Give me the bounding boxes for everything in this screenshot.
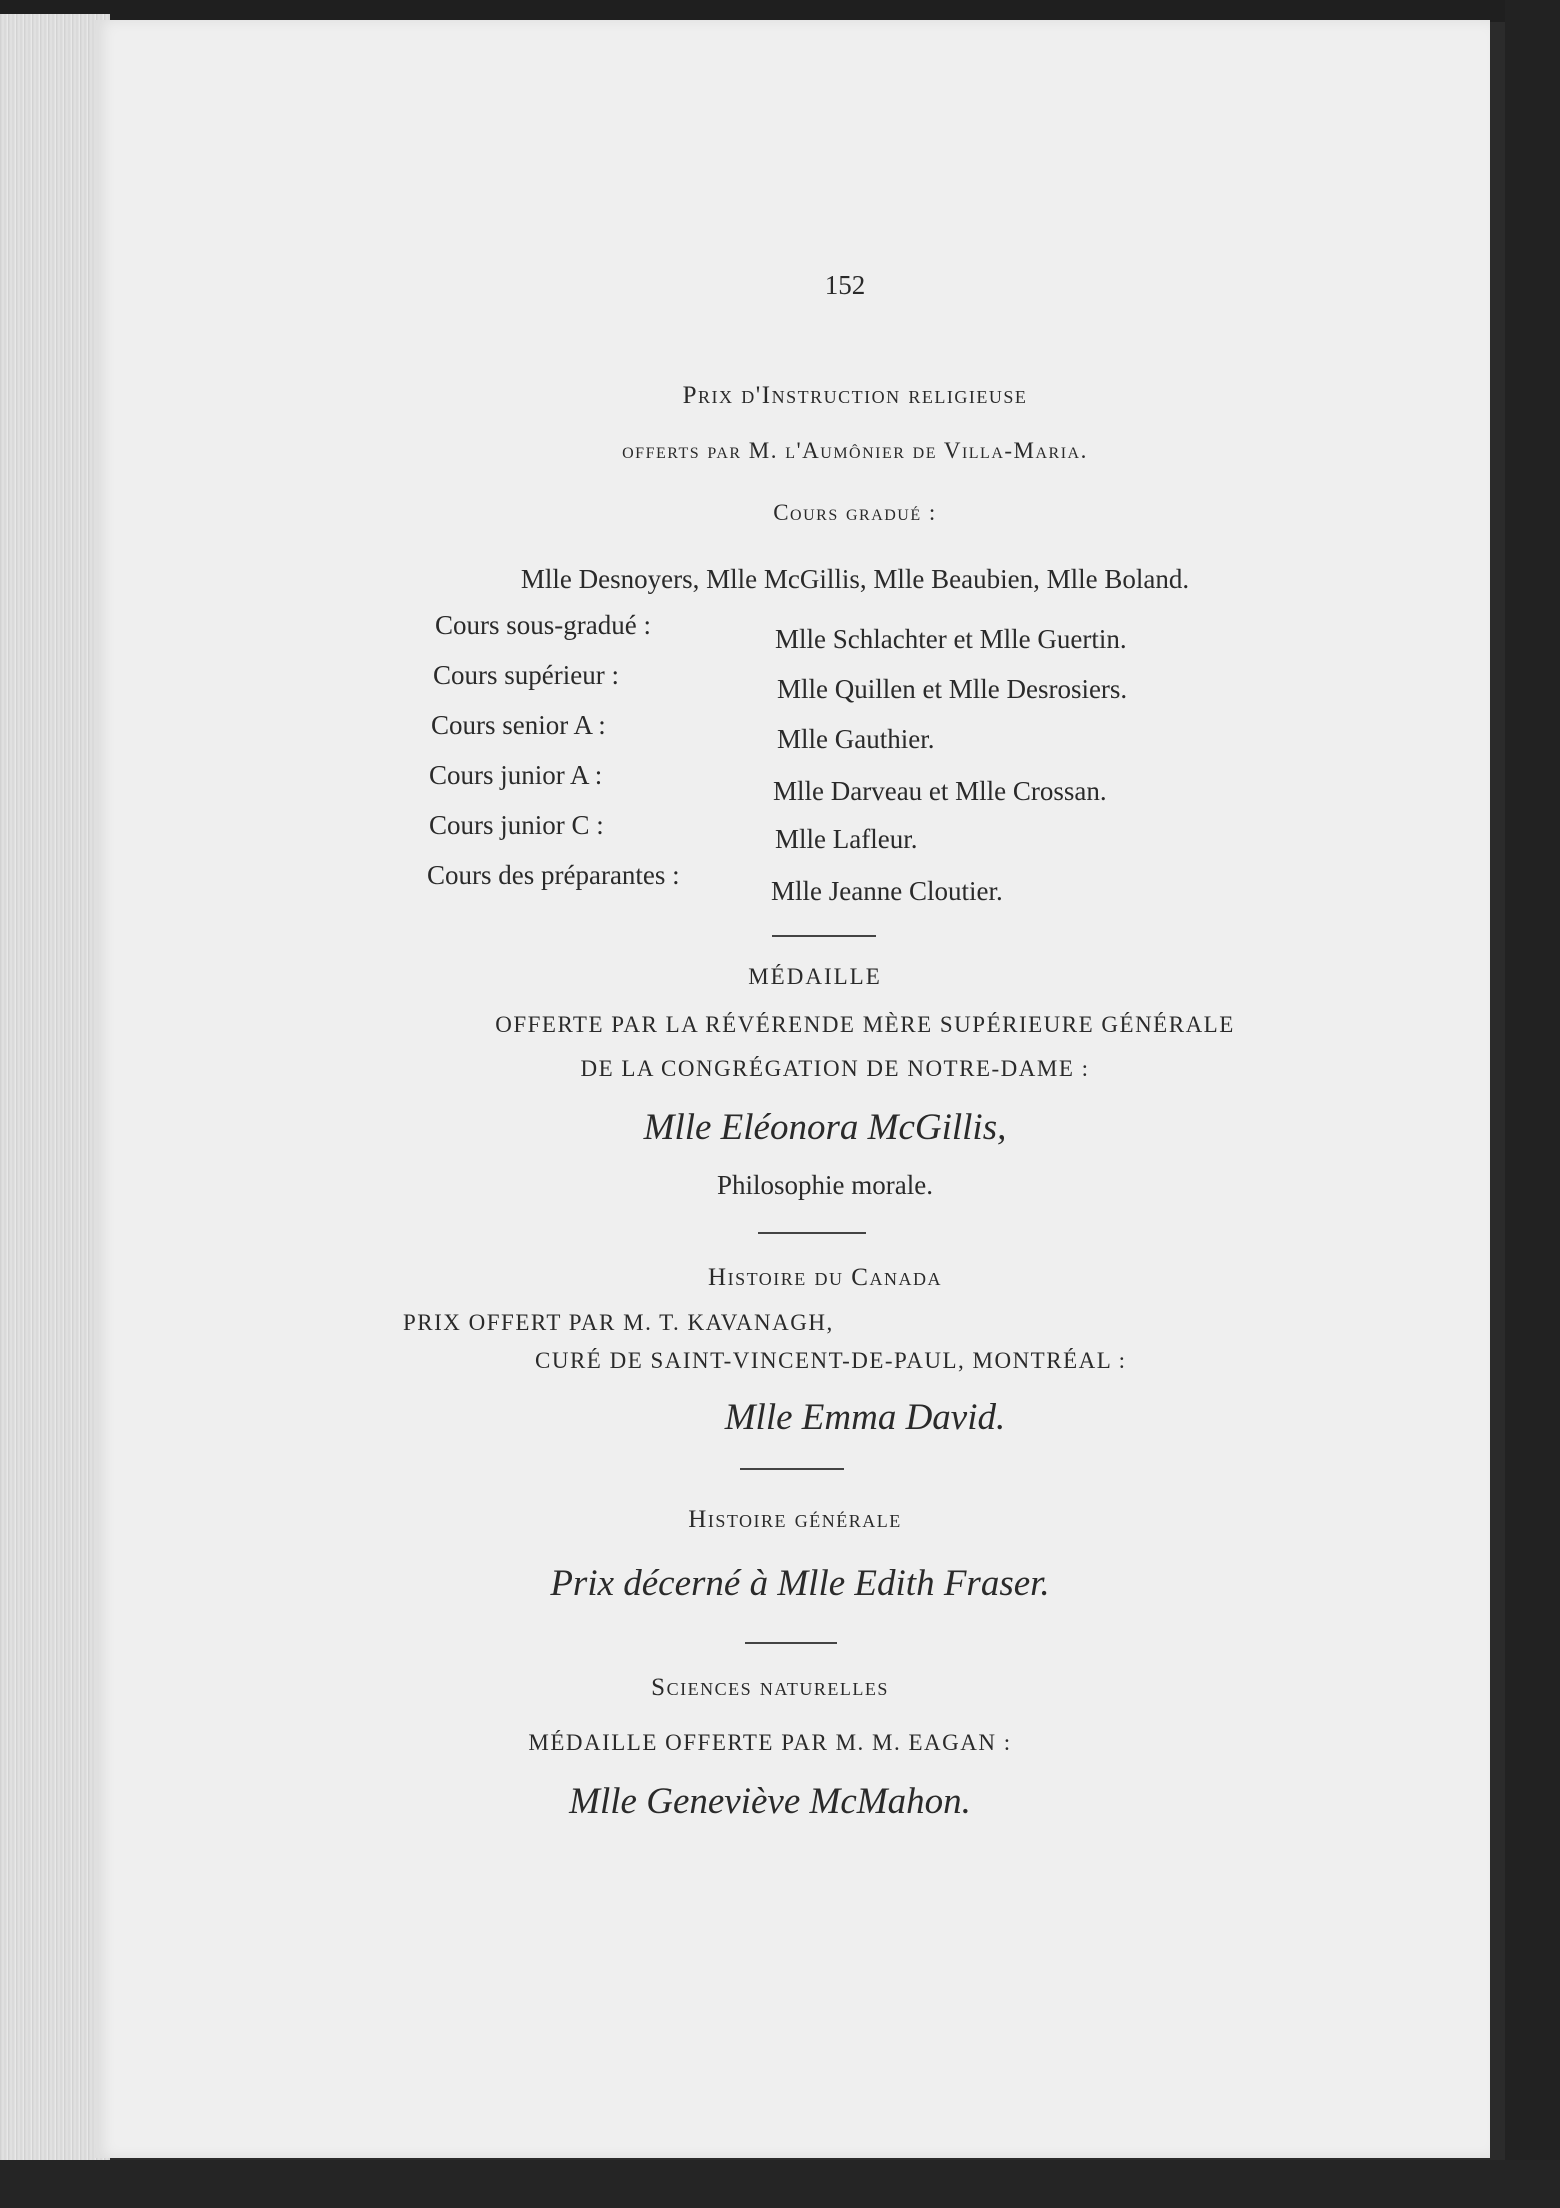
section-divider — [772, 935, 876, 937]
canada-donor-line2: CURÉ DE SAINT-VINCENT-DE-PAUL, MONTRÉAL : — [535, 1348, 1127, 1373]
course-label: Cours junior A : — [429, 760, 603, 790]
religion-title: Prix d'Instruction religieuse — [682, 382, 1028, 409]
canada-title: Histoire du Canada — [708, 1264, 942, 1291]
scan-frame-top — [0, 0, 1560, 22]
course-recipients: Mlle Lafleur. — [775, 824, 918, 854]
medal-subject: Philosophie morale. — [717, 1170, 933, 1200]
canada-recipient: Mlle Emma David. — [724, 1397, 1006, 1438]
general-history-prize: Prix décerné à Mlle Edith Fraser. — [550, 1563, 1050, 1604]
medal-donor-line2: DE LA CONGRÉGATION DE NOTRE-DAME : — [580, 1056, 1090, 1081]
general-history-title: Histoire générale — [688, 1506, 902, 1533]
sciences-title: Sciences naturelles — [651, 1674, 889, 1701]
course-recipients: Mlle Gauthier. — [777, 724, 935, 754]
scan-frame-bottom — [0, 2160, 1560, 2208]
course-recipients: Mlle Quillen et Mlle Desrosiers. — [777, 674, 1128, 704]
section-divider — [745, 1642, 837, 1644]
religion-subtitle: offerts par M. l'Aumônier de Villa-Maria. — [622, 438, 1088, 463]
course-label: Cours des préparantes : — [427, 860, 680, 890]
course-label: Cours sous-gradué : — [435, 610, 651, 640]
course-recipients: Mlle Darveau et Mlle Crossan. — [773, 776, 1107, 806]
section-divider — [740, 1468, 844, 1470]
canada-donor-line1: PRIX OFFERT PAR M. T. KAVANAGH, — [403, 1310, 834, 1335]
graduate-names: Mlle Desnoyers, Mlle McGillis, Mlle Beaubien, Mlle Boland. — [520, 564, 1190, 594]
sciences-donor-line: MÉDAILLE OFFERTE PAR M. M. EAGAN : — [528, 1730, 1012, 1755]
medal-title: MÉDAILLE — [748, 964, 882, 989]
sciences-recipient: Mlle Geneviève McMahon. — [569, 1781, 971, 1822]
course-label: Cours junior C : — [429, 810, 604, 840]
section-divider — [758, 1232, 866, 1234]
page-number: 152 — [824, 270, 866, 300]
scan-frame-right — [1505, 0, 1560, 2208]
course-graduate-heading: Cours gradué : — [773, 500, 937, 525]
course-label: Cours senior A : — [431, 710, 606, 740]
medal-donor-line1: OFFERTE PAR LA RÉVÉRENDE MÈRE SUPÉRIEURE GÉNÉRALE — [495, 1012, 1235, 1037]
book-page — [95, 20, 1490, 2158]
course-recipients: Mlle Jeanne Cloutier. — [771, 876, 1003, 906]
course-label: Cours supérieur : — [433, 660, 619, 690]
course-recipients: Mlle Schlachter et Mlle Guertin. — [775, 624, 1127, 654]
book-page-edges — [0, 14, 110, 2164]
medal-recipient: Mlle Eléonora McGillis, — [643, 1107, 1007, 1148]
